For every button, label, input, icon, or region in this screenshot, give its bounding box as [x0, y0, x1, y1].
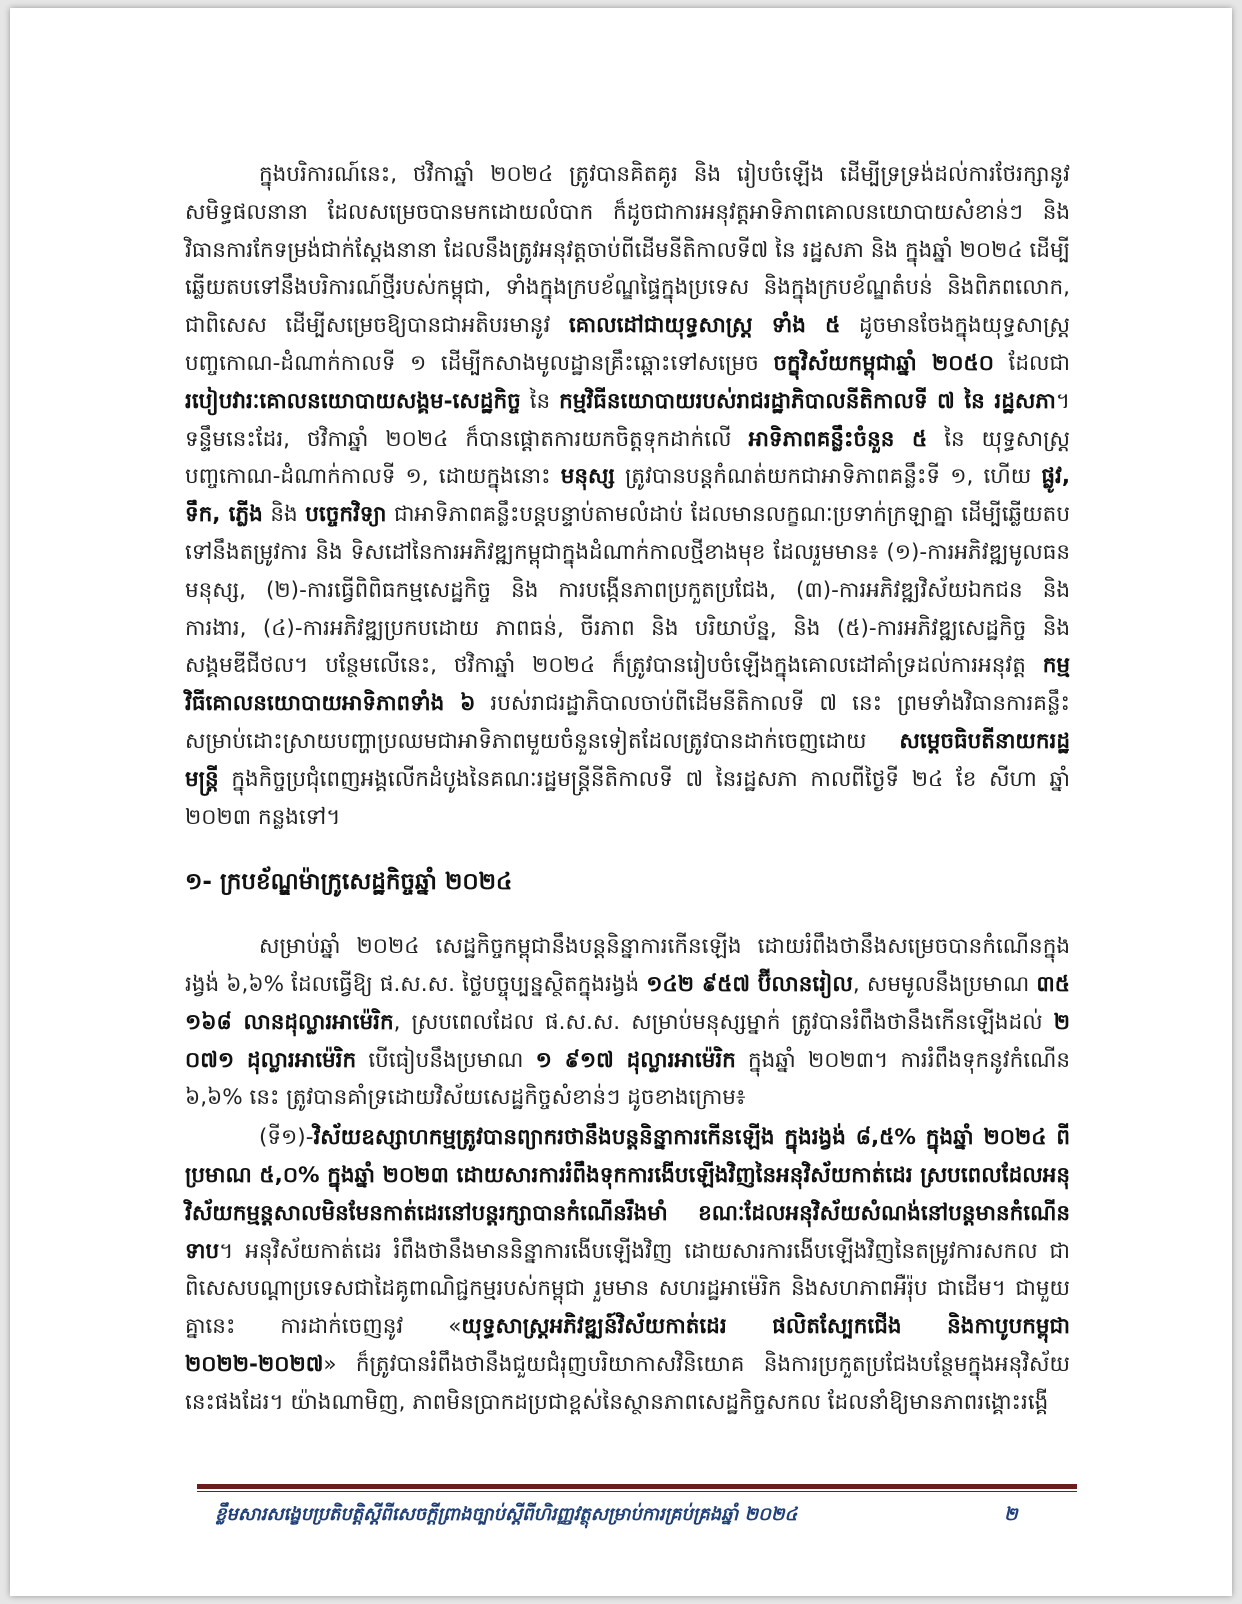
bold-text: ១ ៩១៧ ដុល្លារអាម៉េរិក: [535, 1047, 736, 1073]
text-span: ត្រូវបានបន្តកំណត់យកជាអាទិភាពគន្លឹះទី ១, ហើយ: [625, 464, 1032, 490]
bold-text: សម្តេចធិបតីនាយករដ្ឋមន្ត្រី: [185, 728, 1070, 792]
document-page: [10, 8, 1232, 1596]
text-span: របស់រាជរដ្ឋាភិបាលចាប់ពីដើមនីតិកាលទី ៧ នេះ ព្រមទាំងវិធានការគន្លឹះសម្រាប់ដោះស្រាយបញ្ហាប្រឈមជាអាទិភាពមួយចំនួនទៀតដែលត្រូវបានដាក់ចេញដោយ: [185, 691, 1071, 754]
text-span: ។ ទន្ទឹមនេះដែរ, ថវិកាឆ្នាំ ២០២៤ ក៏បានផ្តោតការយកចិត្តទុកដាក់លើ: [185, 388, 1070, 452]
bold-text: កម្មវិធីនយោបាយរបស់រាជរដ្ឋាភិបាលនីតិកាលទី ៧ នៃ រដ្ឋសភា: [559, 388, 1056, 414]
text-span: ជាអាទិភាពគន្លឹះបន្តបន្ទាប់តាមលំដាប់ ដែលមានលក្ខណៈប្រទាក់ក្រឡាគ្នា ដើម្បីឆ្លើយតបទៅនឹងតម្រូវការ និង ទិសដៅនៃការអភិវឌ្ឍកម្ពុជាក្នុងដំណាក់កាលថ្មីខាងមុខ ដែលរួមមាន៖ (១)-ការអភិវឌ្ឍមូលធនមនុស្ស, (២)-ការធ្វើពិពិធកម្មសេដ្ឋកិច្ច និង ការបង្កើនភាពប្រកួតប្រជែង, (៣)-ការអភិវឌ្ឍវិស័យឯកជន និង ការងារ, (៤)-ការអភិវឌ្ឍប្រកបដោយ ភាពធន់, ចីរភាព និង បរិយាប័ន្ន, និង (៥)-ការអភិវឌ្ឍសេដ្ឋកិច្ច និង សង្គមឌីជីថល។ បន្ថែមលើនេះ, ថវិកាឆ្នាំ ២០២៤ ក៏ត្រូវបានរៀបចំឡើងក្នុងគោលដៅគាំទ្រដល់ការអនុវត្ត: [185, 502, 1070, 679]
bold-text: គោលដៅជាយុទ្ធសាស្ត្រ ទាំង ៥: [568, 313, 841, 339]
bold-text: ២ ០៧១ ដុល្លារអាម៉េរិក: [185, 1009, 1070, 1073]
text-span: , សមមូលនឹងប្រមាណ: [852, 971, 1030, 997]
footer-title: ខ្លឹមសារសង្ខេបប្រតិបត្តិស្តីពីសេចក្តីព្រាងច្បាប់ស្តីពីហិរញ្ញវត្ថុសម្រាប់ការគ្រប់គ្រងឆ្នាំ ២០២៤: [215, 1504, 798, 1525]
footer-rule-thin: [197, 1491, 1077, 1492]
text-span: ក្នុងបរិការណ៍នេះ, ថវិកាឆ្នាំ ២០២៤ ត្រូវបានគិតគូរ និង រៀបចំឡើង ដើម្បីទ្រទ្រង់ដល់ការថែរក្សានូវសមិទ្ធផលនានា ដែលសម្រេចបានមកដោយលំបាក ក៏ដូចជាការអនុវត្តអាទិភាពគោលនយោបាយសំខាន់ៗ និងវិធានការកែទម្រង់ជាក់ស្តែងនានា ដែលនឹងត្រូវអនុវត្តចាប់ពីដើមនីតិកាលទី៧ នៃ រដ្ឋសភា និង ក្នុងឆ្នាំ ២០២៤ ដើម្បីឆ្លើយតបទៅនឹងបរិការណ៍ថ្មីរបស់កម្ពុជា, ទាំងក្នុងក្របខ័ណ្ឌផ្ទៃក្នុងប្រទេស និងក្នុងក្របខ័ណ្ឌតំបន់ និងពិភពលោក, ជាពិសេស ដើម្បីសម្រេចឱ្យបានជាអតិបរមានូវ: [185, 162, 1070, 339]
text-span: ក្នុងឆ្នាំ ២០២៣។ ការរំពឹងទុកនូវកំណើន ៦,៦% នេះ ត្រូវបានគាំទ្រដោយវិស័យសេដ្ឋកិច្ចសំខាន់ៗ ដូចខាងក្រោម៖: [185, 1047, 1070, 1111]
bold-text: យុទ្ធសាស្ត្រអភិវឌ្ឍន៍វិស័យកាត់ដេរ ផលិតស្បែកជើង និងកាបូបកម្ពុជា ២០២២-២០២៧: [185, 1314, 1070, 1377]
paragraph-industry-sector: [185, 1119, 1070, 1421]
bold-text: មនុស្ស: [560, 464, 615, 490]
paragraph-context: [185, 156, 1070, 836]
footer-rule-thick: [197, 1484, 1077, 1489]
text-span: ។ អនុវិស័យកាត់ដេរ រំពឹងថានឹងមាននិន្នាការងើបឡើងវិញ ដោយសារការងើបឡើងវិញនៃតម្រូវការសកល ជាពិសេសបណ្តាប្រទេសជាដៃគូពាណិជ្ជកម្មរបស់កម្ពុជា រួមមាន សហរដ្ឋអាម៉េរិក និងសហភាពអឺរ៉ុប ជាដើម។ ជាមួយគ្នានេះ ការដាក់ចេញនូវ «: [185, 1238, 1070, 1340]
bold-text: ផ្លូវ, ទឹក, ភ្លើង: [185, 464, 1070, 528]
bold-text: របៀបវារៈគោលនយោបាយសង្គម-សេដ្ឋកិច្ច: [185, 388, 521, 414]
text-span: នៃ យុទ្ធសាស្ត្របញ្ចកោណ-ដំណាក់កាលទី ១, ដោយក្នុងនោះ: [185, 426, 1070, 490]
text-span: » ក៏ត្រូវបានរំពឹងថានឹងជួយជំរុញបរិយាកាសវិនិយោគ និងការប្រកួតប្រជែងបន្ថែមក្នុងអនុវិស័យនេះផងដែរ។ យ៉ាងណាមិញ, ភាពមិនប្រាកដប្រជាខ្ពស់នៃស្ថានភាពសេដ្ឋកិច្ចសកល ដែលនាំឱ្យមានភាពរង្គោះរង្គើ: [185, 1351, 1070, 1415]
text-span: សម្រាប់ឆ្នាំ ២០២៤ សេដ្ឋកិច្ចកម្ពុជានឹងបន្តនិន្នាការកើនឡើង ដោយរំពឹងថានឹងសម្រេចបានកំណើនក្នុងរង្វង់ ៦,៦% ដែលធ្វើឱ្យ ផ.ស.ស. ថ្លៃបច្ចុប្បន្នស្ថិតក្នុងរង្វង់: [185, 934, 1070, 997]
page-content: [185, 156, 1070, 1422]
text-span: (ទី១)-: [259, 1125, 314, 1151]
paragraph-macro-outlook: [185, 928, 1070, 1117]
bold-text: បច្ចេកវិទ្យា: [305, 502, 387, 528]
text-span: ដែលជា: [1008, 350, 1070, 376]
bold-text: ៣៥ ១៦៨ លានដុល្លារអាម៉េរិក: [185, 971, 1070, 1035]
text-span: , ស្របពេលដែល ផ.ស.ស. សម្រាប់មនុស្សម្នាក់ ត្រូវបានរំពឹងថានឹងកើនឡើងដល់: [393, 1009, 1043, 1035]
section-heading: ១- ក្របខ័ណ្ឌម៉ាក្រូសេដ្ឋកិច្ចឆ្នាំ ២០២៤: [185, 869, 513, 896]
page-number: ២: [1004, 1504, 1018, 1525]
text-span: បើធៀបនឹងប្រមាណ: [368, 1047, 524, 1073]
bold-text: កម្មវិធីគោលនយោបាយអាទិភាពទាំង ៦: [185, 653, 1070, 717]
text-span: ក្នុងកិច្ចប្រជុំពេញអង្គលើកដំបូងនៃគណៈរដ្ឋមន្ត្រីនីតិកាលទី ៧ នៃរដ្ឋសភា កាលពីថ្ងៃទី ២៤ ខែ សីហា ឆ្នាំ ២០២៣ កន្លងទៅ។: [185, 766, 1070, 830]
bold-text: វិស័យឧស្សាហកម្មត្រូវបានព្យាករថានឹងបន្តនិន្នាការកើនឡើង ក្នុងរង្វង់ ៨,៥% ក្នុងឆ្នាំ ២០២៤ ពីប្រមាណ ៥,០% ក្នុងឆ្នាំ ២០២៣ ដោយសារការរំពឹងទុកការងើបឡើងវិញនៃអនុវិស័យកាត់ដេរ ស្របពេលដែលអនុវិស័យកម្មន្តសាលមិនមែនកាត់ដេរនៅបន្តរក្សាបានកំណើនរឹងមាំ ខណៈដែលអនុវិស័យសំណង់នៅបន្តមានកំណើនទាប: [185, 1125, 1070, 1264]
text-span: នៃ: [529, 388, 551, 414]
bold-text: ១៤២ ៩៥៧ ប៊ីលានរៀល: [646, 971, 853, 997]
text-span: និង: [270, 502, 298, 528]
bold-text: អាទិភាពគន្លឹះចំនួន ៥: [748, 426, 928, 452]
bold-text: ចក្ខុវិស័យកម្ពុជាឆ្នាំ ២០៥០: [773, 350, 994, 376]
text-span: ដូចមានចែងក្នុងយុទ្ធសាស្ត្របញ្ចកោណ-ដំណាក់កាលទី ១ ដើម្បីកសាងមូលដ្ឋានគ្រឹះឆ្ពោះទៅសម្រេច: [185, 313, 1070, 376]
